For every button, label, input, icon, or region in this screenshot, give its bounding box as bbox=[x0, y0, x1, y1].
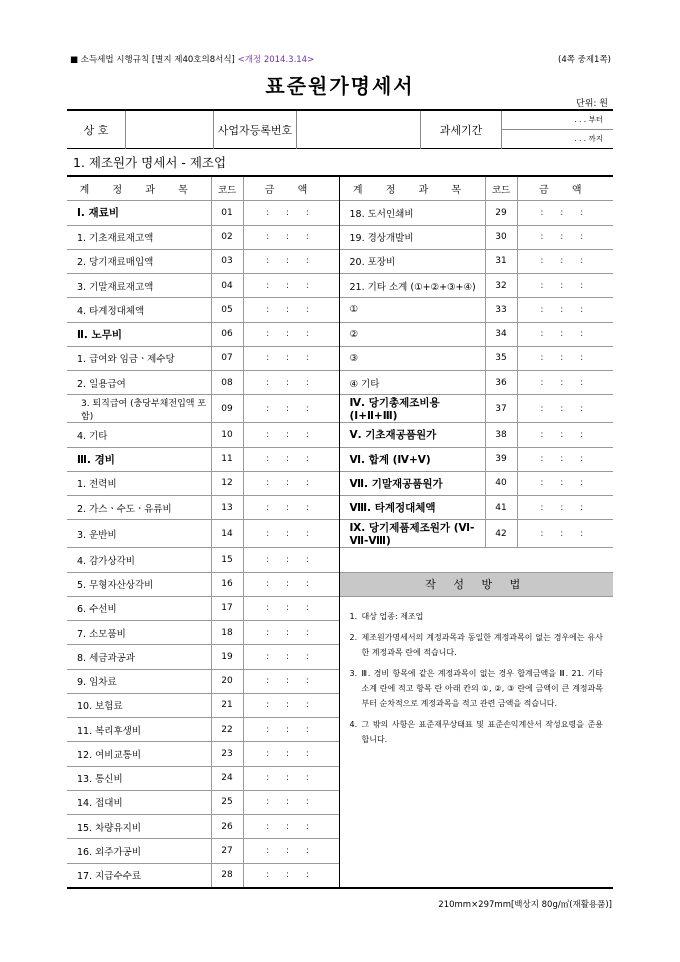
guide-item-text: 그 밖의 사항은 표준재무상태표 및 표준손익계산서 작성요령을 준용합니다. bbox=[361, 719, 603, 744]
account-code: 29 bbox=[485, 201, 517, 225]
header-account: 계 정 과 목 bbox=[79, 185, 198, 197]
table-row bbox=[67, 423, 613, 447]
account-name: 1. 전력비 bbox=[67, 471, 211, 495]
account-code: 03 bbox=[211, 249, 243, 273]
account-name: 20. 포장비 bbox=[339, 249, 485, 273]
account-name: 3. 기말재료재고액 bbox=[67, 274, 211, 298]
account-name: 9. 임차료 bbox=[67, 669, 211, 693]
amount-field[interactable]: : : : bbox=[517, 471, 613, 495]
amount-field[interactable]: : : : bbox=[243, 496, 339, 520]
table-row bbox=[67, 371, 613, 395]
account-code: 13 bbox=[211, 496, 243, 520]
account-code: 34 bbox=[485, 322, 517, 346]
guide-item-number: 2. bbox=[349, 632, 358, 642]
period-label: 과세기간 bbox=[421, 110, 502, 149]
account-code: 36 bbox=[485, 371, 517, 395]
guide-panel bbox=[339, 596, 613, 888]
table-row bbox=[67, 496, 613, 520]
account-code: 40 bbox=[485, 471, 517, 495]
amount-field[interactable]: : : : bbox=[517, 201, 613, 225]
guide-item bbox=[350, 666, 604, 711]
account-code: 27 bbox=[211, 839, 243, 863]
account-code: 07 bbox=[211, 346, 243, 370]
header-amount: 금 액 bbox=[264, 185, 318, 197]
account-name: 14. 접대비 bbox=[67, 790, 211, 814]
amount-field[interactable]: : : : bbox=[243, 447, 339, 471]
account-code: 26 bbox=[211, 815, 243, 839]
table-row bbox=[67, 471, 613, 495]
account-code: 22 bbox=[211, 718, 243, 742]
table-row bbox=[67, 447, 613, 471]
amount-field[interactable]: : : : bbox=[243, 693, 339, 717]
account-name: 2. 일용급여 bbox=[67, 371, 211, 395]
account-name: 5. 무형자산상각비 bbox=[67, 572, 211, 596]
table-row bbox=[67, 520, 613, 548]
table-row bbox=[67, 346, 613, 370]
page-indicator: (4쪽 중제1쪽) bbox=[558, 55, 611, 65]
account-name: ④ 기타 bbox=[339, 371, 485, 395]
amount-field[interactable]: : : : bbox=[243, 669, 339, 693]
account-code: 16 bbox=[211, 572, 243, 596]
table-row bbox=[67, 249, 613, 273]
amount-field[interactable]: : : : bbox=[243, 274, 339, 298]
section-title: 1. 제조원가 명세서 - 제조업 bbox=[73, 155, 227, 170]
table-row bbox=[67, 395, 613, 423]
account-code: 12 bbox=[211, 471, 243, 495]
amount-field[interactable]: : : : bbox=[243, 346, 339, 370]
account-name: 4. 기타 bbox=[67, 423, 211, 447]
account-name: Ⅷ. 타계정대체액 bbox=[339, 496, 485, 520]
amount-field[interactable]: : : : bbox=[517, 371, 613, 395]
account-name: 3. 퇴직급여 (충당부채전입액 포함) bbox=[67, 395, 211, 423]
amount-field[interactable]: : : : bbox=[243, 718, 339, 742]
account-name: Ⅶ. 기말재공품원가 bbox=[339, 471, 485, 495]
table-row bbox=[67, 298, 613, 322]
account-name: 11. 복리후생비 bbox=[67, 718, 211, 742]
unit-label: 단위: 원 bbox=[576, 99, 608, 109]
account-code: 17 bbox=[211, 596, 243, 620]
guide-title: 작 성 방 법 bbox=[339, 572, 613, 596]
account-name: 16. 외주가공비 bbox=[67, 839, 211, 863]
account-name: 4. 감가상각비 bbox=[67, 548, 211, 572]
account-name: ① bbox=[339, 298, 485, 322]
account-name: 1. 급여와 임금ㆍ제수당 bbox=[67, 346, 211, 370]
guide-item-text: 대상 업종: 제조업 bbox=[361, 611, 424, 621]
revision-date: <개정 2014.3.14> bbox=[237, 55, 315, 65]
paper-spec: 210mm×297mm[백상지 80g/㎡(재활용품)] bbox=[438, 900, 612, 910]
account-name: Ⅳ. 당기총제조비용 (Ⅰ+Ⅱ+Ⅲ) bbox=[339, 395, 485, 423]
account-code: 25 bbox=[211, 790, 243, 814]
amount-field[interactable]: : : : bbox=[243, 790, 339, 814]
account-code: 35 bbox=[485, 346, 517, 370]
table-row bbox=[67, 572, 613, 596]
account-code: 31 bbox=[485, 249, 517, 273]
amount-field[interactable]: : : : bbox=[517, 249, 613, 273]
account-code: 24 bbox=[211, 766, 243, 790]
amount-field[interactable]: : : : bbox=[243, 766, 339, 790]
amount-field[interactable]: : : : bbox=[517, 423, 613, 447]
amount-field[interactable]: : : : bbox=[243, 742, 339, 766]
account-name: 13. 통신비 bbox=[67, 766, 211, 790]
amount-field[interactable]: : : : bbox=[243, 621, 339, 645]
amount-field[interactable]: : : : bbox=[243, 249, 339, 273]
header-account-right: 계 정 과 목 bbox=[339, 176, 485, 201]
account-name: 15. 차량유지비 bbox=[67, 815, 211, 839]
account-name: 1. 기초재료재고액 bbox=[67, 225, 211, 249]
account-code: 42 bbox=[485, 520, 517, 548]
guide-item-text: 제조원가명세서의 계정과목과 동일한 계정과목이 없는 경우에는 유사한 계정과목 란에 적습니다. bbox=[361, 632, 603, 657]
account-name: Ⅴ. 기초재공품원가 bbox=[339, 423, 485, 447]
account-code: 20 bbox=[211, 669, 243, 693]
account-code: 41 bbox=[485, 496, 517, 520]
account-code: 32 bbox=[485, 274, 517, 298]
account-code: 06 bbox=[211, 322, 243, 346]
amount-field[interactable]: : : : bbox=[243, 225, 339, 249]
amount-field[interactable]: : : : bbox=[517, 395, 613, 423]
account-name: ② bbox=[339, 322, 485, 346]
account-name: 4. 타계정대체액 bbox=[67, 298, 211, 322]
account-code: 33 bbox=[485, 298, 517, 322]
account-code: 14 bbox=[211, 520, 243, 548]
account-name: 17. 지급수수료 bbox=[67, 863, 211, 888]
amount-field[interactable]: : : : bbox=[243, 395, 339, 423]
account-name: 2. 가스ㆍ수도ㆍ유류비 bbox=[67, 496, 211, 520]
guide-item bbox=[350, 717, 604, 747]
amount-field[interactable]: : : : bbox=[243, 863, 339, 888]
account-name: Ⅸ. 당기제품제조원가 (Ⅵ-Ⅶ-Ⅷ) bbox=[339, 520, 485, 548]
guide-item-number: 1. bbox=[349, 611, 358, 621]
period-from: . . . 부터 bbox=[574, 115, 603, 124]
account-code: 23 bbox=[211, 742, 243, 766]
header-code: 코드 bbox=[211, 176, 243, 201]
form-id bbox=[70, 53, 314, 65]
amount-field[interactable]: : : : bbox=[517, 496, 613, 520]
guide-item bbox=[350, 630, 604, 660]
amount-field[interactable]: : : : bbox=[517, 520, 613, 548]
amount-field[interactable]: : : : bbox=[243, 201, 339, 225]
amount-field[interactable]: : : : bbox=[243, 548, 339, 572]
reg-no-label: 사업자등록번호 bbox=[214, 110, 297, 149]
account-name: 6. 수선비 bbox=[67, 596, 211, 620]
account-code: 01 bbox=[211, 201, 243, 225]
account-name: 3. 운반비 bbox=[67, 520, 211, 548]
account-code: 37 bbox=[485, 395, 517, 423]
form-law-ref: ■ 소득세법 시행규칙 [별지 제40호의8서식] bbox=[70, 55, 235, 65]
account-code: 11 bbox=[211, 447, 243, 471]
account-code: 38 bbox=[485, 423, 517, 447]
account-name: 19. 경상개발비 bbox=[339, 225, 485, 249]
period-field[interactable] bbox=[502, 110, 614, 149]
amount-field[interactable]: : : : bbox=[517, 225, 613, 249]
account-code: 30 bbox=[485, 225, 517, 249]
header-code-right: 코드 bbox=[485, 176, 517, 201]
amount-field[interactable]: : : : bbox=[517, 447, 613, 471]
cost-statement-table bbox=[67, 175, 613, 889]
account-code: 10 bbox=[211, 423, 243, 447]
table-row bbox=[67, 322, 613, 346]
account-name: 21. 기타 소계 (①+②+③+④) bbox=[339, 274, 485, 298]
period-to: . . . 까지 bbox=[502, 129, 613, 148]
account-code: 28 bbox=[211, 863, 243, 888]
guide-item-text: Ⅲ. 경비 항목에 같은 계정과목이 없는 경우 합계금액을 Ⅲ. 21. 기타 소계 란에 적고 항목 란 아래 칸의 ①, ②, ③ 란에 금액이 큰 계정과목부터 순차적으로 계정과목을 적고 관련 금액을 적습니다. bbox=[361, 668, 603, 708]
account-code: 18 bbox=[211, 621, 243, 645]
amount-field[interactable]: : : : bbox=[517, 322, 613, 346]
table-row bbox=[67, 274, 613, 298]
table-row bbox=[67, 201, 613, 225]
account-code: 05 bbox=[211, 298, 243, 322]
amount-field[interactable]: : : : bbox=[243, 572, 339, 596]
table-header-row bbox=[67, 176, 613, 201]
amount-field[interactable]: : : : bbox=[243, 322, 339, 346]
account-name: 7. 소모품비 bbox=[67, 621, 211, 645]
amount-field[interactable]: : : : bbox=[243, 298, 339, 322]
amount-field[interactable]: : : : bbox=[517, 274, 613, 298]
account-name: ③ bbox=[339, 346, 485, 370]
guide-item bbox=[350, 609, 604, 624]
amount-field[interactable]: : : : bbox=[517, 298, 613, 322]
account-name: Ⅵ. 합계 (Ⅳ+Ⅴ) bbox=[339, 447, 485, 471]
account-code: 09 bbox=[211, 395, 243, 423]
amount-field[interactable]: : : : bbox=[243, 645, 339, 669]
amount-field[interactable]: : : : bbox=[243, 423, 339, 447]
table-row bbox=[67, 596, 613, 620]
account-code: 15 bbox=[211, 548, 243, 572]
account-code: 19 bbox=[211, 645, 243, 669]
table-row bbox=[67, 548, 613, 572]
account-name: 10. 보험료 bbox=[67, 693, 211, 717]
account-code: 39 bbox=[485, 447, 517, 471]
blank-area bbox=[339, 548, 613, 572]
account-code: 21 bbox=[211, 693, 243, 717]
taxpayer-info-table bbox=[67, 109, 613, 149]
account-name: Ⅰ. 재료비 bbox=[67, 201, 211, 225]
reg-no-field[interactable] bbox=[297, 110, 421, 149]
account-name: 12. 여비교통비 bbox=[67, 742, 211, 766]
business-name-field[interactable] bbox=[126, 110, 214, 149]
document-title: 표준원가명세서 bbox=[265, 74, 415, 98]
account-name: 18. 도서인쇄비 bbox=[339, 201, 485, 225]
account-name: Ⅱ. 노무비 bbox=[67, 322, 211, 346]
guide-item-number: 4. bbox=[349, 719, 358, 729]
account-name: 2. 당기재료매입액 bbox=[67, 249, 211, 273]
amount-field[interactable]: : : : bbox=[517, 346, 613, 370]
account-name: Ⅲ. 경비 bbox=[67, 447, 211, 471]
business-name-label: 상 호 bbox=[83, 123, 109, 137]
amount-field[interactable]: : : : bbox=[243, 471, 339, 495]
amount-field[interactable]: : : : bbox=[243, 371, 339, 395]
amount-field[interactable]: : : : bbox=[243, 596, 339, 620]
header-amount-right: 금 액 bbox=[539, 185, 592, 197]
guide-item-number: 3. bbox=[349, 668, 358, 678]
form-header bbox=[70, 53, 611, 67]
amount-field[interactable]: : : : bbox=[243, 815, 339, 839]
table-row bbox=[67, 225, 613, 249]
account-code: 04 bbox=[211, 274, 243, 298]
account-code: 02 bbox=[211, 225, 243, 249]
account-name: 8. 세금과공과 bbox=[67, 645, 211, 669]
account-code: 08 bbox=[211, 371, 243, 395]
amount-field[interactable]: : : : bbox=[243, 839, 339, 863]
amount-field[interactable]: : : : bbox=[243, 520, 339, 548]
